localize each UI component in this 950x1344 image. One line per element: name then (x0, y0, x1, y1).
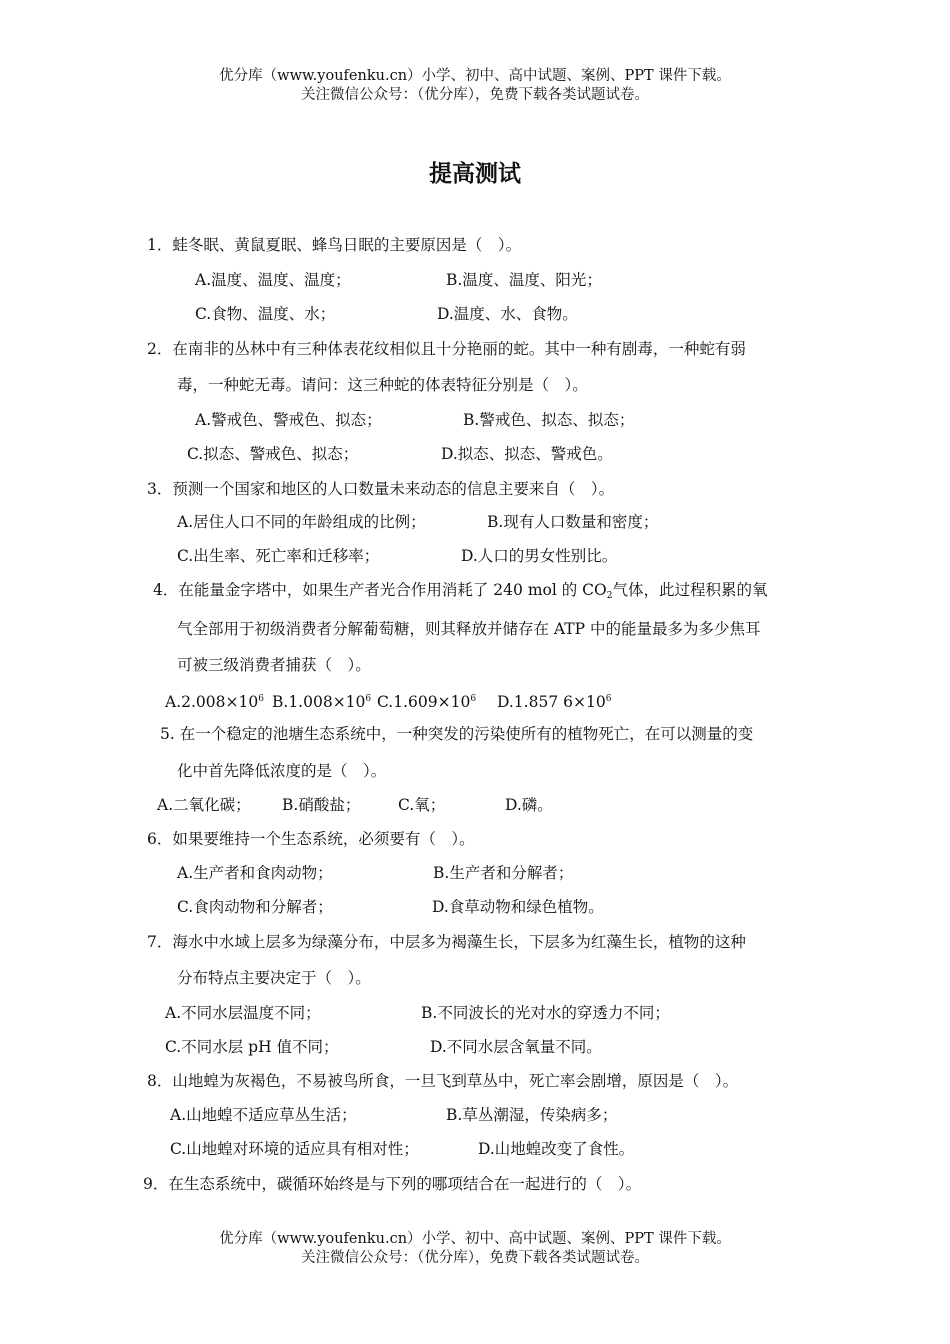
question-5-stem: 5. 在一个稳定的池塘生态系统中，一种突发的污染使所有的植物死亡，在可以测量的变 (160, 725, 754, 743)
option: $C.1.609\times 10^6$ (377, 693, 477, 711)
option: $A.2.008\times 10^6$ (165, 693, 264, 711)
question-3-stem: 3．预测一个国家和地区的人口数量未来动态的信息主要来自（ ）。 (147, 480, 615, 498)
option: A.不同水层温度不同； (165, 1004, 321, 1022)
question-8-stem: 8．山地蝗为灰褐色，不易被鸟所食，一旦飞到草丛中，死亡率会剧增，原因是（ ）。 (147, 1072, 739, 1090)
question-4-stem-cont-2: 可被三级消费者捕获（ ）。 (177, 656, 371, 674)
option: D.1.857 $6\times 10^6$ (497, 693, 612, 711)
option: C.食物、温度、水； (195, 305, 336, 323)
option: B.不同波长的光对水的穿透力不同； (421, 1004, 670, 1022)
option: A.温度、温度、温度； (195, 271, 351, 289)
option: B.警戒色、拟态、拟态； (463, 411, 635, 429)
option: D.温度、水、食物。 (437, 305, 578, 323)
option: B.草丛潮湿，传染病多； (446, 1106, 618, 1124)
option: D.拟态、拟态、警戒色。 (441, 445, 613, 463)
option: A.生产者和食肉动物； (177, 864, 333, 882)
question-7-stem-cont: 分布特点主要决定于（ ）。 (177, 969, 371, 987)
header-watermark (0, 67, 950, 105)
header-line-1: 优分库（www.youfenku.cn）小学、初中、高中试题、案例、PPT 课件下载。 (219, 68, 731, 84)
option: A.警戒色、警戒色、拟态； (195, 411, 382, 429)
option: D.山地蝗改变了食性。 (478, 1140, 635, 1158)
option: C.山地蝗对环境的适应具有相对性； (170, 1140, 419, 1158)
footer-line-2: 关注微信公众号：（优分库），免费下载各类试题试卷。 (301, 1250, 649, 1266)
option: A.居住人口不同的年龄组成的比例； (177, 513, 426, 531)
option: C.食肉动物和分解者； (177, 898, 333, 916)
footer-line-1: 优分库（www.youfenku.cn）小学、初中、高中试题、案例、PPT 课件下载。 (219, 1231, 731, 1247)
option: C.氧； (398, 796, 446, 814)
option: C.不同水层 pH 值不同； (165, 1038, 339, 1056)
option: D.人口的男女性别比。 (461, 547, 618, 565)
question-1-stem: 1．蛙冬眠、黄鼠夏眠、蜂鸟日眠的主要原因是（ ）。 (147, 236, 522, 254)
option: D.不同水层含氧量不同。 (430, 1038, 602, 1056)
option: B.硝酸盐； (282, 796, 361, 814)
question-6-stem: 6．如果要维持一个生态系统，必须要有（ ）。 (147, 830, 475, 848)
option: B.温度、温度、阳光； (446, 271, 602, 289)
option: C.出生率、死亡率和迁移率； (177, 547, 380, 565)
question-4-stem-cont-1: 气全部用于初级消费者分解葡萄糖，则其释放并储存在 ATP 中的能量最多为多少焦耳 (177, 620, 761, 638)
header-line-2: 关注微信公众号：（优分库），免费下载各类试题试卷。 (301, 87, 649, 103)
page-title: 提高测试 (429, 160, 521, 187)
option: D.磷。 (505, 796, 553, 814)
question-9-stem: 9．在生态系统中，碳循环始终是与下列的哪项结合在一起进行的（ ）。 (143, 1175, 642, 1193)
option: C.拟态、警戒色、拟态； (187, 445, 359, 463)
question-7-stem: 7．海水中水域上层多为绿藻分布，中层多为褐藻生长，下层多为红藻生长，植物的这种 (147, 933, 746, 951)
option: B.生产者和分解者； (433, 864, 574, 882)
option: A.山地蝗不适应草丛生活； (170, 1106, 357, 1124)
question-4-stem: 4．在能量金字塔中，如果生产者光合作用消耗了 240 mol 的 $CO_2$气体，此过程积累的氧 (153, 581, 768, 601)
option: $B.1.008\times 10^6$ (272, 693, 372, 711)
footer-watermark (0, 1230, 950, 1268)
option: B.现有人口数量和密度； (487, 513, 659, 531)
option: D.食草动物和绿色植物。 (432, 898, 604, 916)
question-2-stem: 2．在南非的丛林中有三种体表花纹相似且十分艳丽的蛇。其中一种有剧毒，一种蛇有弱 (147, 340, 746, 358)
question-5-stem-cont: 化中首先降低浓度的是（ ）。 (177, 762, 387, 780)
option: A.二氧化碳； (157, 796, 251, 814)
question-2-stem-cont: 毒，一种蛇无毒。请问：这三种蛇的体表特征分别是（ ）。 (177, 376, 588, 394)
